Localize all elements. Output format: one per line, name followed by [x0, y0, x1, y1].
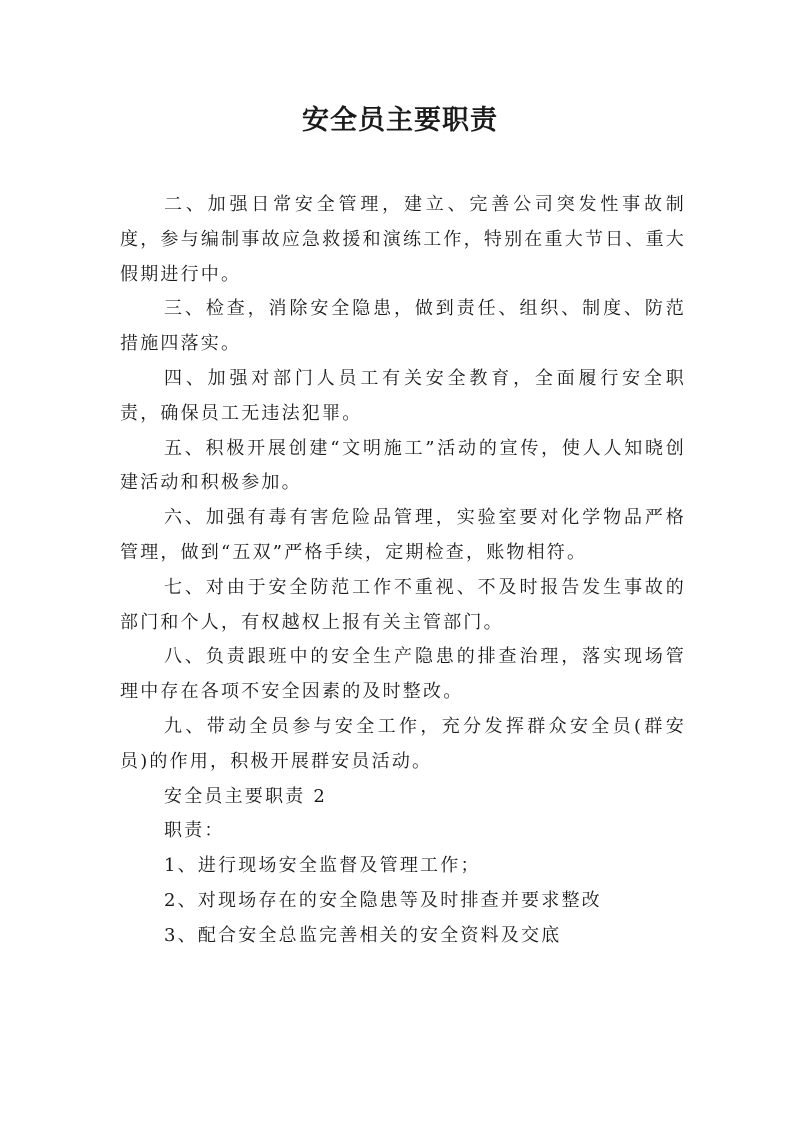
section-2-heading: 安全员主要职责 2: [164, 785, 327, 807]
duty-paragraph-4: 四、加强对部门人员工有关安全教育，全面履行安全职责，确保员工无违法犯罪。: [120, 367, 686, 424]
duty-paragraph-2: 二、加强日常安全管理，建立、完善公司突发性事故制度，参与编制事故应急救援和演练工作，特别在重大节日、重大假期进行中。: [120, 194, 686, 285]
duty-paragraph-5: 五、积极开展创建“文明施工”活动的宣传，使人人知晓创建活动和积极参加。: [120, 437, 686, 494]
duty-paragraph-9: 九、带动全员参与安全工作，充分发挥群众安全员(群安员)的作用，积极开展群安员活动。: [120, 715, 686, 772]
duty-list-item: 1、进行现场安全监督及管理工作；: [164, 855, 481, 877]
duty-paragraph-8: 八、负责跟班中的安全生产隐患的排查治理，落实现场管理中存在各项不安全因素的及时整改。: [120, 646, 686, 703]
duty-list-item: 2、对现场存在的安全隐患等及时排查并要求整改: [164, 889, 602, 911]
section-2-label: 职责：: [164, 820, 225, 842]
duty-paragraph-3: 三、检查，消除安全隐患，做到责任、组织、制度、防范措施四落实。: [120, 298, 686, 355]
duty-paragraph-6: 六、加强有毒有害危险品管理，实验室要对化学物品严格管理，做到“五双”严格手续，定期检查，账物相符。: [120, 507, 686, 563]
document-title: 安全员主要职责: [302, 105, 498, 136]
duty-list-item: 3、配合安全总监完善相关的安全资料及交底: [164, 924, 562, 946]
document-body: [120, 188, 686, 954]
duty-paragraph-7: 七、对由于安全防范工作不重视、不及时报告发生事故的部门和个人，有权越权上报有关主管部门。: [120, 576, 686, 633]
